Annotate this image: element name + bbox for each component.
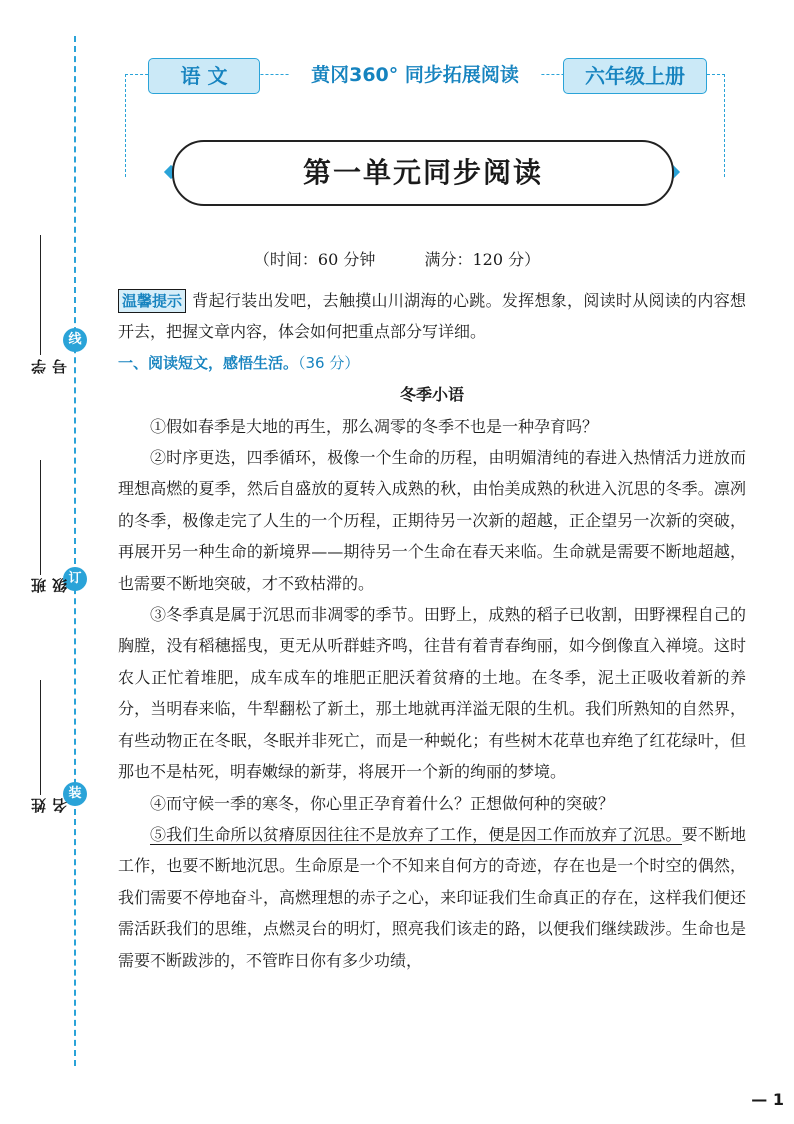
exam-meta [0,247,794,270]
passage-paragraph-1: ①假如春季是大地的再生，那么凋零的冬季不也是一种孕育吗？ [150,416,599,436]
student-id-label: 学号 [30,359,69,374]
passage-paragraph-2: ②时序更迭，四季循环，极像一个生命的历程，由明媚清纯的春进入热情活力迸放而理想高燃的夏季，然后自盛放的夏转入成熟的秋，由怡美成熟的秋进入沉思的冬季。凛冽的冬季，极像走完了人生的一个历程，正期待另一次新的超越，正企望另一次新的突破，再展开另一种生命的新境界——期待另一个生命在春天来临。生命就是需要不断地超越，也需要不断地突破，才不致枯滞的。 [118,448,746,593]
passage-paragraph-4: ④而守候一季的寒冬，你心里正孕育着什么？正想做何种的突破？ [150,793,615,813]
subject-tab: 语 文 [148,58,260,94]
grade-tab: 六年级上册 [563,58,707,94]
time-limit: （时间：60 分钟 [253,250,376,269]
full-score: 满分：120 分） [424,250,541,269]
page-number: — 1 [751,1090,784,1109]
tip-text: 背起行装出发吧，去触摸山川湖海的心跳。发挥想象，阅读时从阅读的内容想开去，把握文章内容，体会如何把重点部分写详细。 [118,291,746,342]
class-blank [40,460,41,575]
header-bar [148,58,708,94]
series-title: 黄冈360° 同步拓展阅读 [290,58,540,92]
passage-title: 冬季小语 [399,385,464,405]
binding-mark-xian: 线 [63,328,87,352]
tip-badge: 温馨提示 [118,289,186,313]
binding-mark-ding: 订 [63,567,87,591]
section-points: （36 分） [298,353,360,372]
page-title: 第一单元同步阅读 [172,140,674,206]
passage-paragraph-5 [118,819,746,976]
paragraph-5-rest: 要不断地工作，也要不断地沉思。生命原是一个不知来自何方的奇迹，存在也是一个时空的偶然，我们需要不停地奋斗，高燃理想的赤子之心，来印证我们生命真正的存在，这样我们便还需活跃我们的思维，点燃灵台的明灯，照亮我们该走的路，以便我们继续跋涉。生命也是需要不断跋涉的，不管昨日你有多少功绩， [118,824,746,970]
name-blank [40,680,41,795]
binding-dashed-line [74,36,76,1066]
binding-mark-zhuang: 装 [63,782,87,806]
name-label: 姓名 [30,798,69,813]
passage-paragraph-3: ③冬季真是属于沉思而非凋零的季节。田野上，成熟的稻子已收割，田野裸程自己的胸膛，没有稻穗摇曳，更无从听群蛙齐鸣，往昔有着青春绚丽，如今倒像直入禅境。这时农人正忙着堆肥，成车成车的堆肥正肥沃着贫瘠的土地。在冬季，泥土正吸收着新的养分，当明春来临，牛犁翻松了新土，那土地就再洋溢无限的生机。我们所熟知的自然界，有些动物正在冬眠，冬眠并非死亡，而是一种蜕化；有些树木花草也弃绝了红花绿叶，但那也不是枯死，明春嫩绿的新芽，将展开一个新的绚丽的梦境。 [118,605,746,782]
underlined-sentence: ⑤我们生命所以贫瘠原因往往不是放弃了工作，便是因工作而放弃了沉思。 [150,824,682,844]
main-content [118,285,746,976]
tip-paragraph [118,285,746,348]
section-heading [118,348,746,379]
section-title: 一、阅读短文，感悟生活。 [118,353,299,372]
class-label: 班级 [30,578,69,593]
